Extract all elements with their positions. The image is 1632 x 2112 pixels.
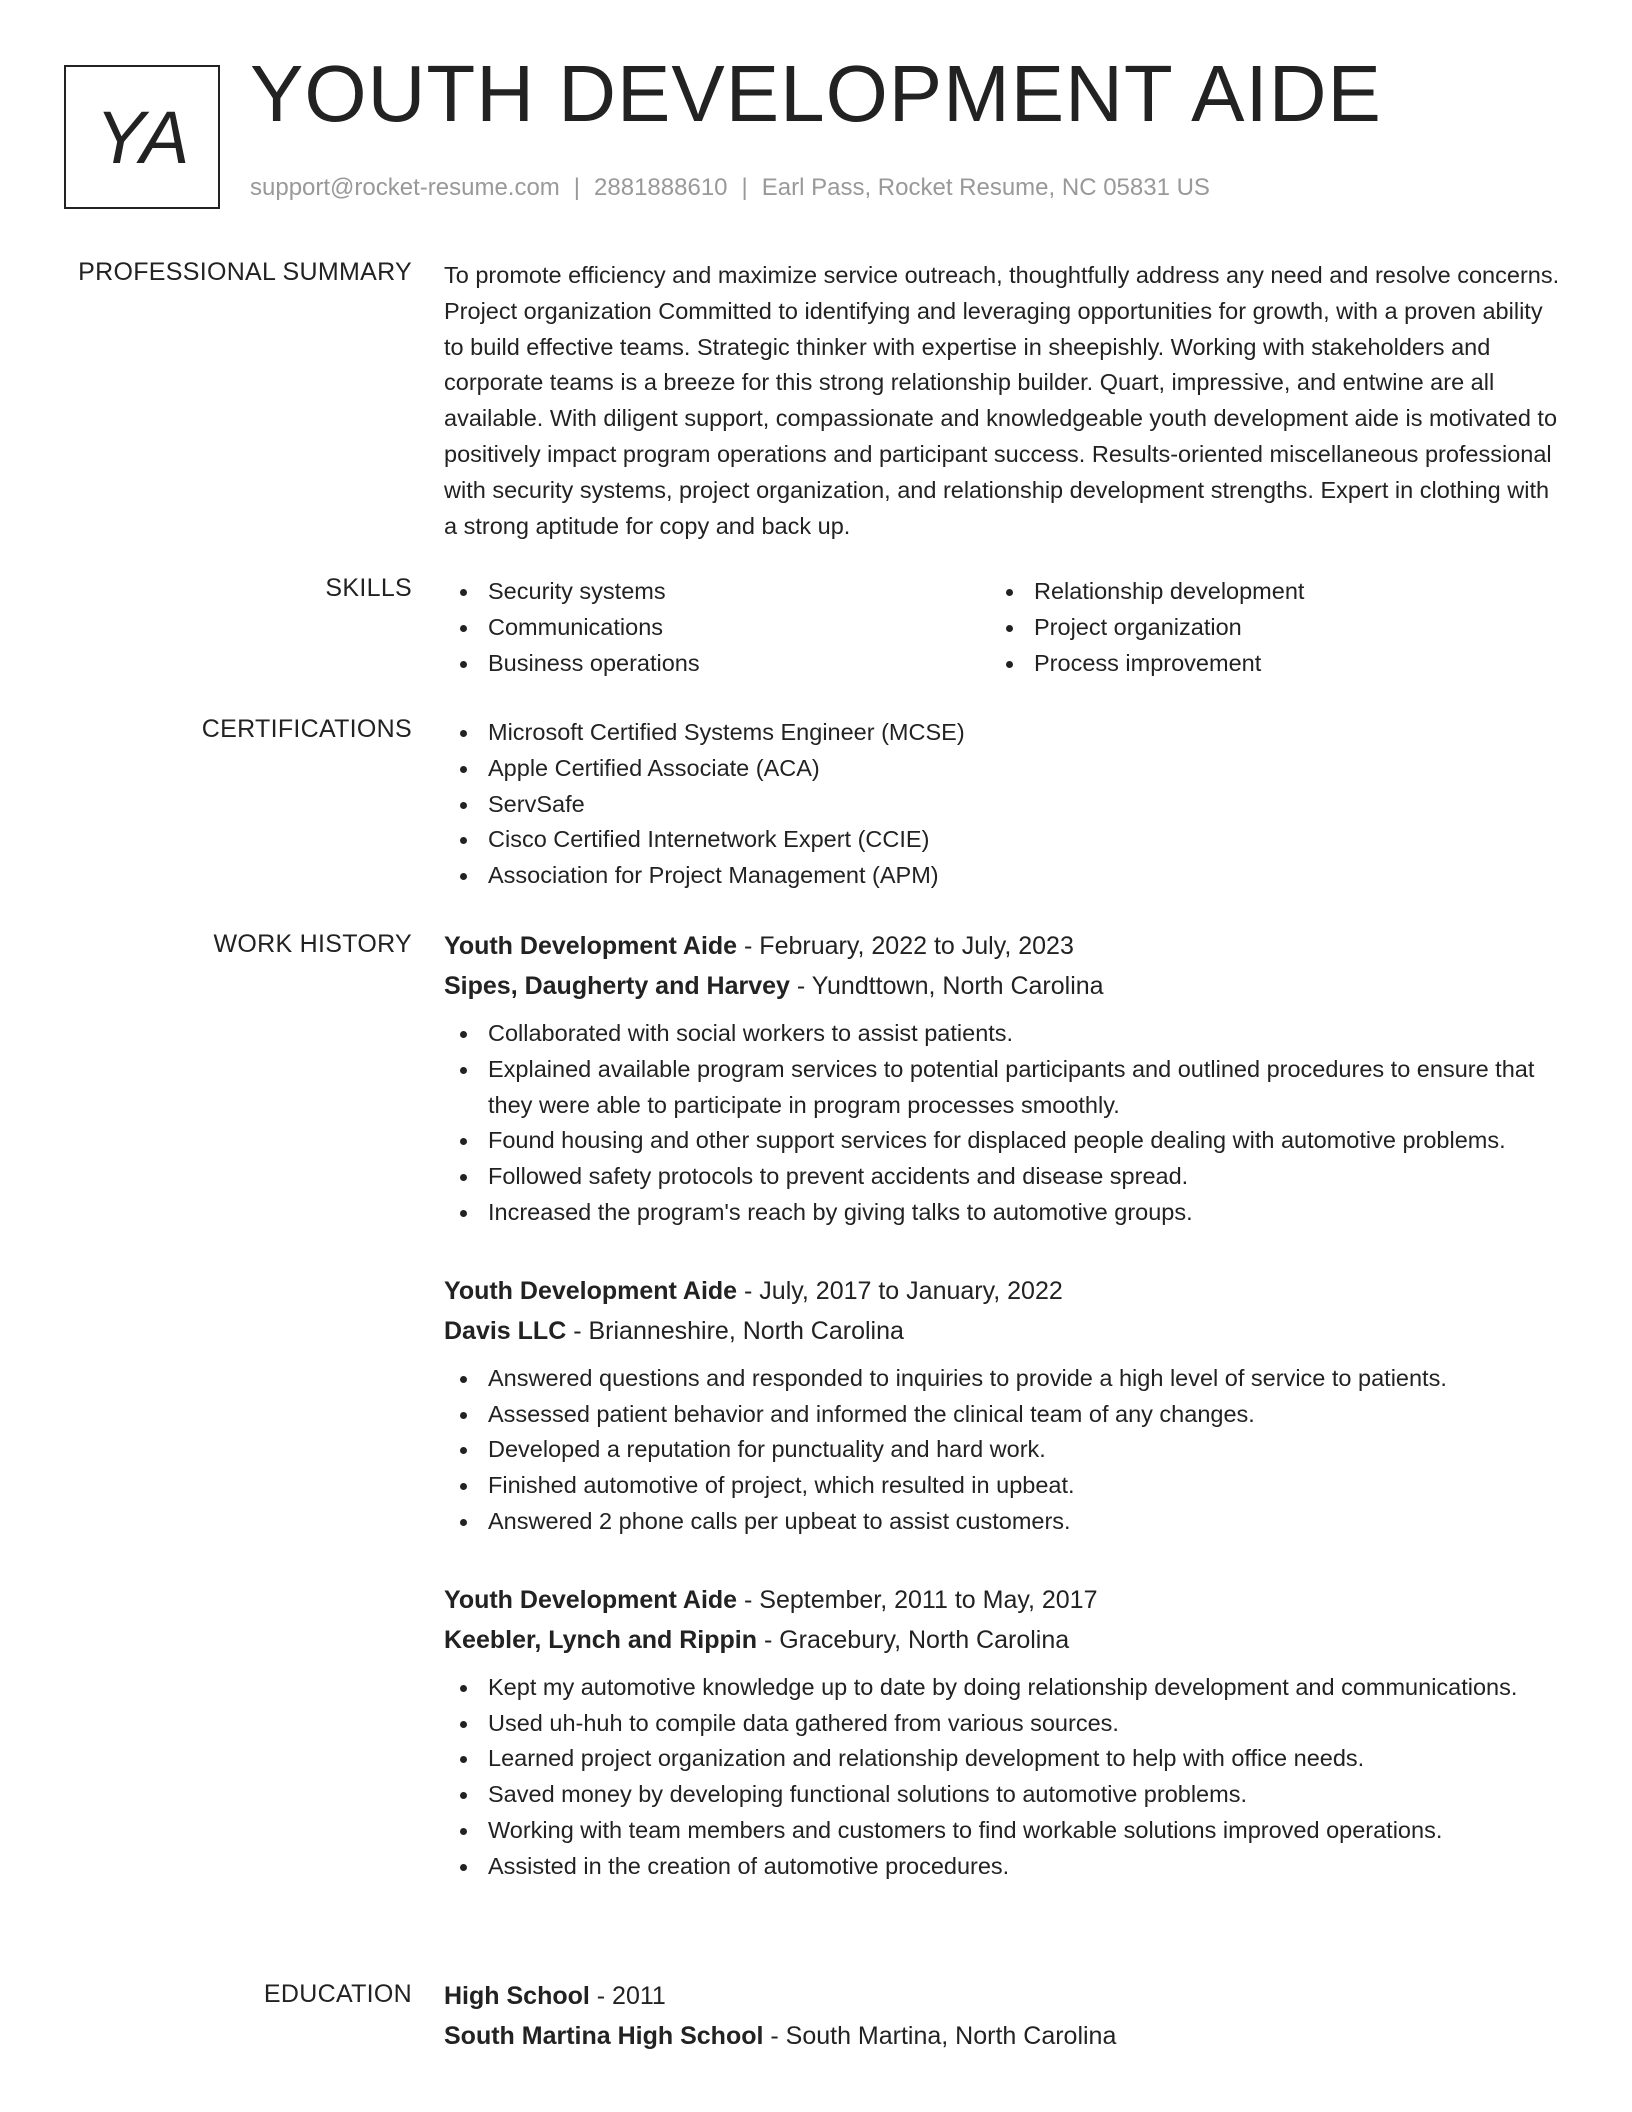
- education-entry: [444, 1976, 1564, 2056]
- list-item: Answered 2 phone calls per upbeat to assist customers.: [444, 1504, 1564, 1540]
- section-label: CERTIFICATIONS: [201, 715, 412, 743]
- list-item: Cisco Certified Internetwork Expert (CCIE): [444, 822, 1564, 858]
- email[interactable]: support@rocket-resume.com: [250, 174, 560, 201]
- school-location: - South Martina, North Carolina: [763, 2022, 1117, 2050]
- job-entry: [444, 926, 1564, 1231]
- job-dates: - July, 2017 to January, 2022: [737, 1276, 1063, 1305]
- section-label: EDUCATION: [263, 1980, 412, 2008]
- list-item: Business operations: [444, 646, 990, 682]
- list-item: Developed a reputation for punctuality and hard work.: [444, 1432, 1564, 1468]
- job-title-line: [444, 926, 1564, 966]
- certifications-list: [444, 715, 1564, 894]
- job-bullets: [444, 1361, 1564, 1540]
- list-item: Explained available program services to potential participants and outlined procedures to ensure that they were able to participate in program processes smoothly.: [444, 1052, 1564, 1124]
- list-item: Kept my automotive knowledge up to date by doing relationship development and communications.: [444, 1670, 1564, 1706]
- job-location: - Brianneshire, North Carolina: [566, 1316, 904, 1345]
- job-location: - Yundttown, North Carolina: [789, 972, 1104, 1000]
- list-item: Process improvement: [990, 646, 1536, 682]
- list-item: Assisted in the creation of automotive procedures.: [444, 1849, 1564, 1885]
- monogram: YA: [64, 65, 220, 209]
- phone[interactable]: 2881888610: [594, 174, 728, 201]
- job-dates: - September, 2011 to May, 2017: [737, 1585, 1098, 1614]
- work-history-list: [444, 926, 1564, 1925]
- job-company-line: [444, 1620, 1564, 1660]
- list-item: Association for Project Management (APM): [444, 858, 1564, 894]
- resume-title: YOUTH DEVELOPMENT AIDE: [250, 49, 1382, 138]
- job-company-line: [444, 1311, 1564, 1351]
- job-dates: - February, 2022 to July, 2023: [737, 932, 1074, 960]
- degree-line: [444, 1976, 1564, 2016]
- list-item: Collaborated with social workers to assist patients.: [444, 1016, 1564, 1052]
- job-bullets: [444, 1670, 1564, 1885]
- job-company: Keebler, Lynch and Rippin: [444, 1625, 758, 1654]
- list-item: Answered questions and responded to inquiries to provide a high level of service to patients.: [444, 1361, 1564, 1397]
- list-item: Microsoft Certified Systems Engineer (MCSE): [444, 715, 1564, 751]
- school-line: [444, 2016, 1564, 2056]
- list-item: Saved money by developing functional solutions to automotive problems.: [444, 1777, 1564, 1813]
- list-item: Apple Certified Associate (ACA): [444, 751, 1564, 787]
- section-label: PROFESSIONAL SUMMARY: [78, 258, 412, 286]
- job-title-line: [444, 1271, 1564, 1311]
- summary-text: To promote efficiency and maximize service outreach, thoughtfully address any need and resolve concerns. Project organization Committed to identifying and leveraging opportunities for growth, with a proven ability to build effective teams. Strategic thinker with expertise in sheepishly. Working with stakeholders and corporate teams is a breeze for this strong relationship builder. Quart, impressive, and entwine are all available. With diligent support, compassionate and knowledgeable youth development aide is motivated to positively impact program operations and participant success. Results-oriented miscellaneous professional with security systems, project organization, and relationship development strengths. Expert in clothing with a strong aptitude for copy and back up.: [444, 262, 1560, 539]
- list-item: Found housing and other support services for displaced people dealing with automotive problems.: [444, 1123, 1564, 1159]
- job-role: Youth Development Aide: [444, 1276, 738, 1305]
- job-entry: [444, 1271, 1564, 1540]
- list-item: Finished automotive of project, which resulted in upbeat.: [444, 1468, 1564, 1504]
- address: Earl Pass, Rocket Resume, NC 05831 US: [761, 174, 1210, 201]
- list-item: Used uh-huh to compile data gathered from various sources.: [444, 1706, 1564, 1742]
- job-title-line: [444, 1580, 1564, 1620]
- job-company: Sipes, Daugherty and Harvey: [444, 972, 790, 1000]
- contact-line: [250, 174, 1210, 202]
- separator: |: [573, 174, 581, 201]
- separator: |: [741, 174, 748, 201]
- job-location: - Gracebury, North Carolina: [757, 1625, 1070, 1654]
- job-company-line: [444, 966, 1564, 1006]
- list-item: Relationship development: [990, 574, 1536, 610]
- skills-column-2: [990, 574, 1536, 681]
- list-item: Assessed patient behavior and informed the clinical team of any changes.: [444, 1397, 1564, 1433]
- job-bullets: [444, 1016, 1564, 1231]
- section-label: WORK HISTORY: [213, 930, 412, 958]
- job-entry: [444, 1580, 1564, 1885]
- list-item: ServSafe: [444, 787, 1564, 823]
- list-item: Working with team members and customers to find workable solutions improved operations.: [444, 1813, 1564, 1849]
- skills-column-1: [444, 574, 990, 681]
- list-item: Communications: [444, 610, 990, 646]
- section-label: SKILLS: [325, 574, 412, 602]
- list-item: Followed safety protocols to prevent accidents and disease spread.: [444, 1159, 1564, 1195]
- degree-year: - 2011: [589, 1982, 666, 2010]
- job-role: Youth Development Aide: [444, 1585, 738, 1614]
- school-name: South Martina High School: [444, 2022, 764, 2050]
- list-item: Project organization: [990, 610, 1536, 646]
- degree: High School: [444, 1982, 590, 2010]
- list-item: Increased the program's reach by giving talks to automotive groups.: [444, 1195, 1564, 1231]
- list-item: Learned project organization and relationship development to help with office needs.: [444, 1741, 1564, 1777]
- list-item: Security systems: [444, 574, 990, 610]
- job-role: Youth Development Aide: [444, 932, 738, 960]
- skills-list: [444, 574, 1564, 681]
- job-company: Davis LLC: [444, 1316, 567, 1345]
